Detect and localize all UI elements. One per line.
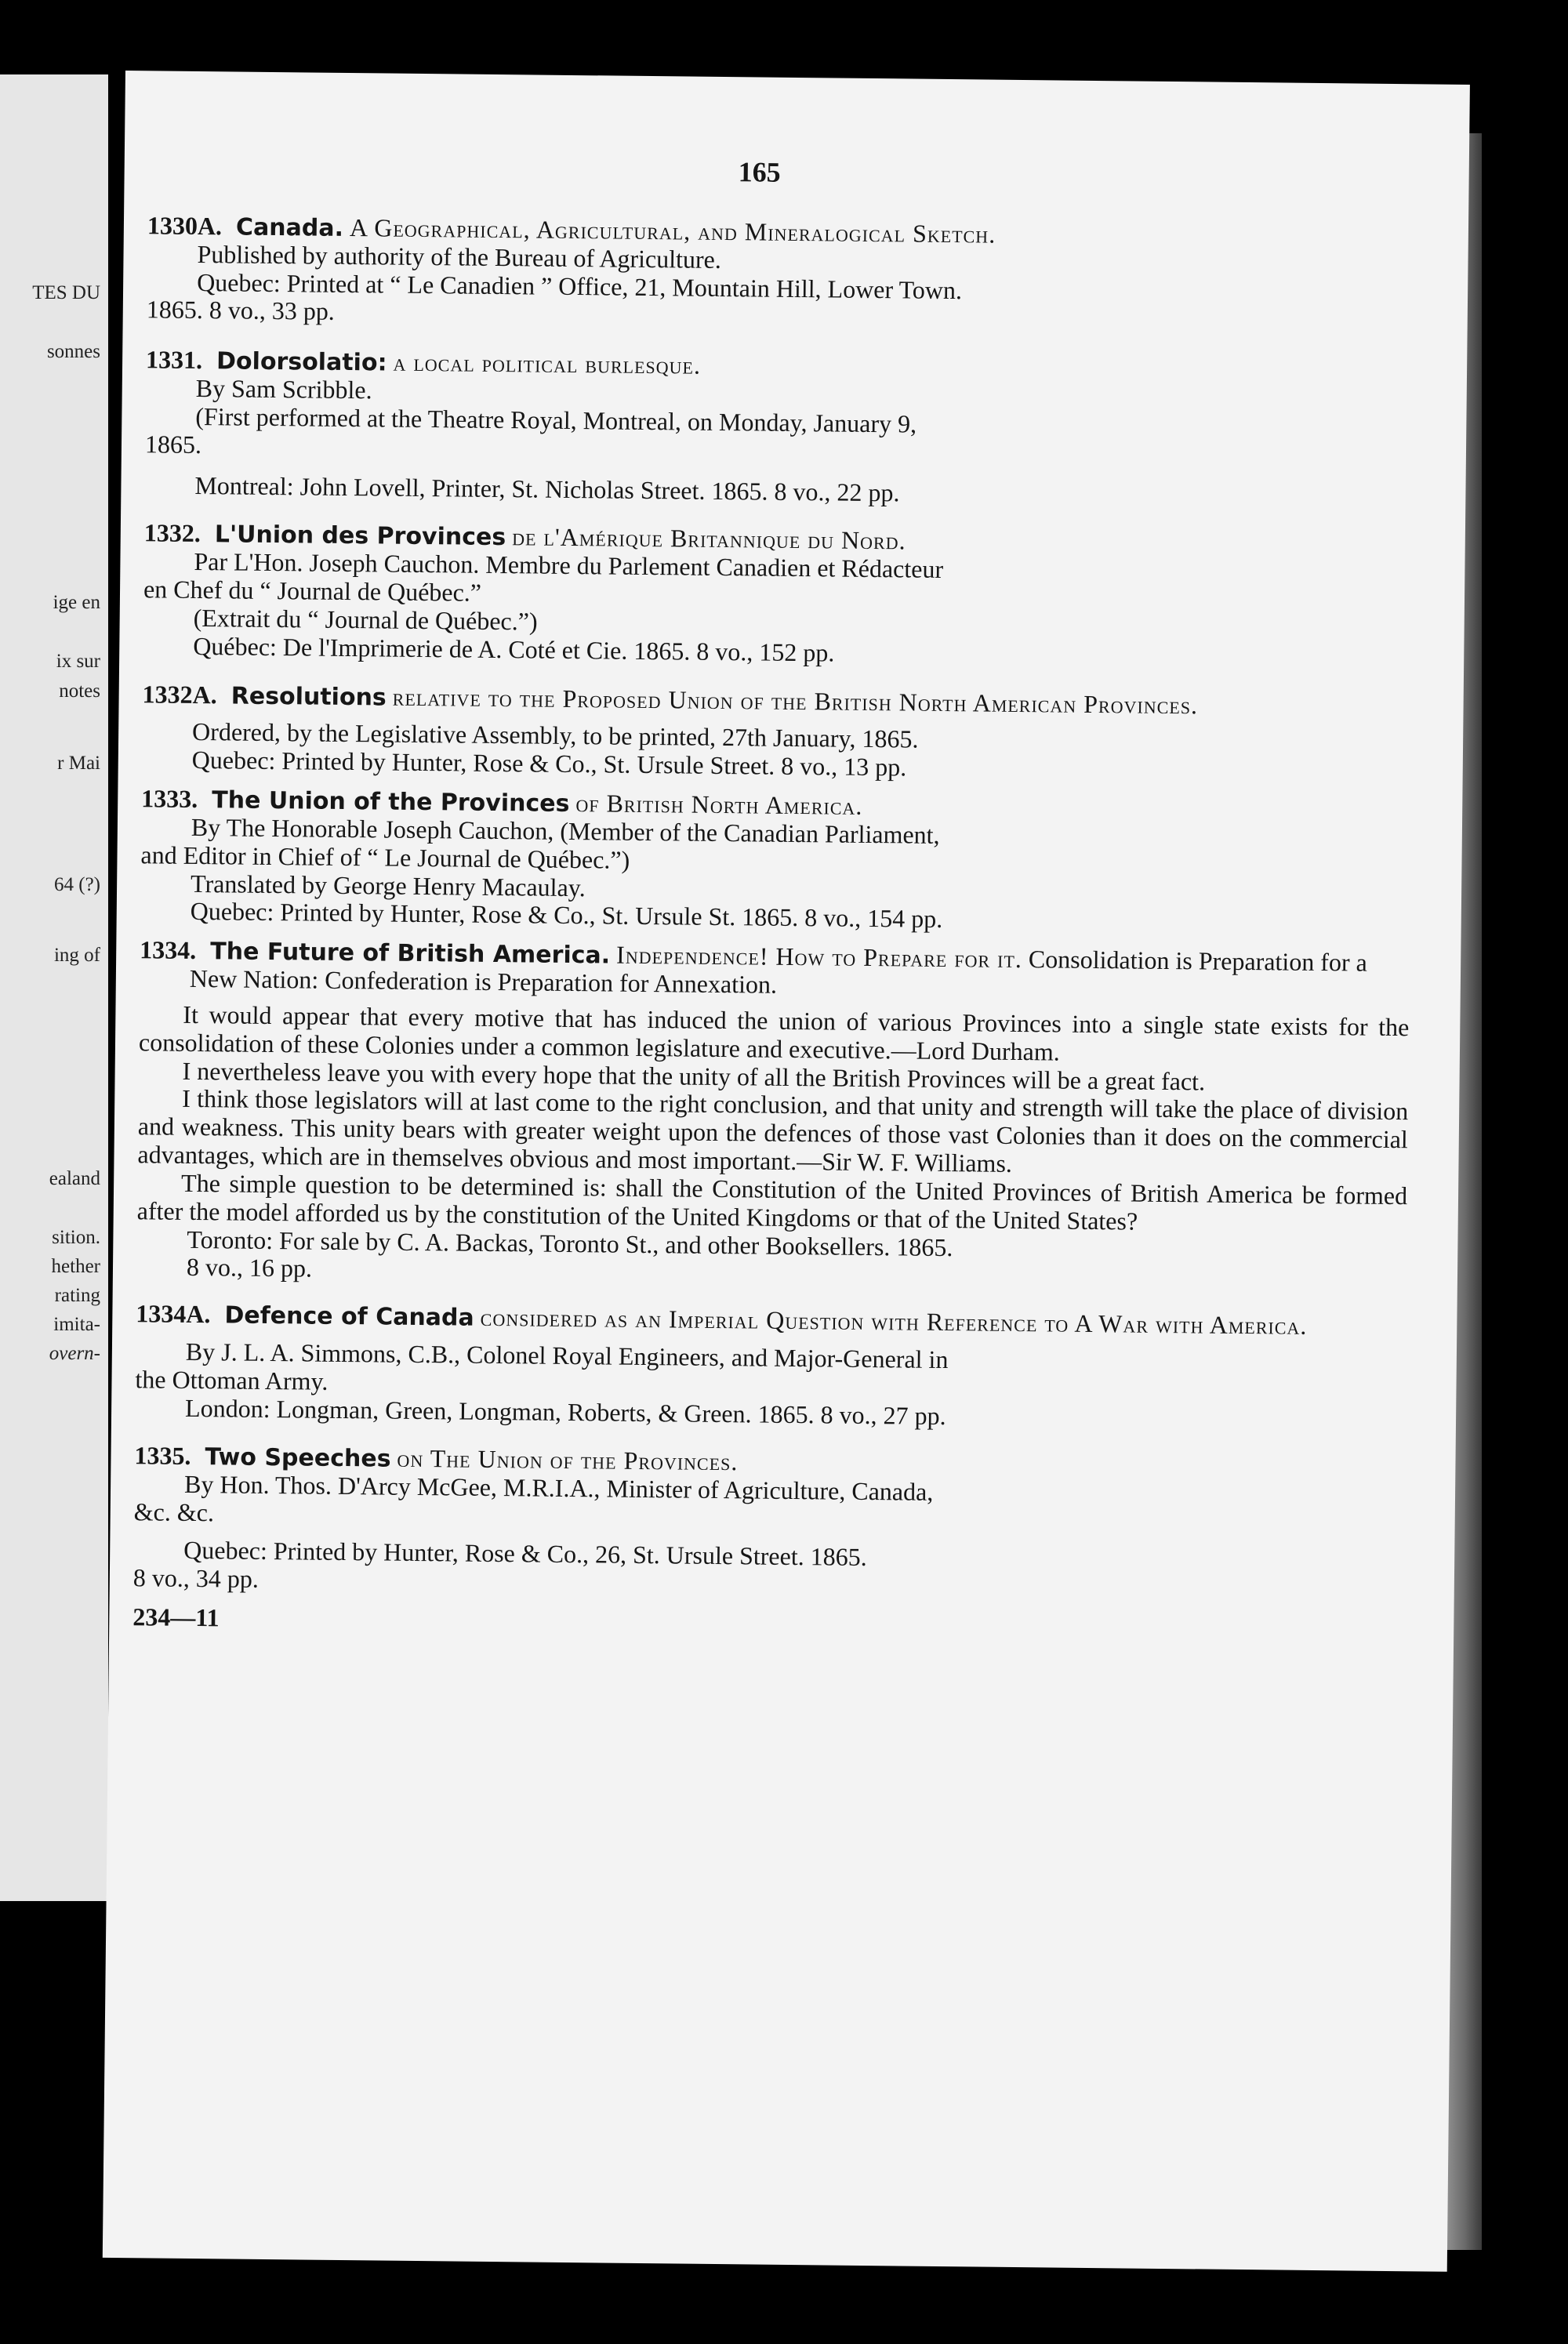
left-fragment: TES DU bbox=[32, 282, 100, 303]
quotation: It would appear that every motive that has induced the union of various Provinces into a single state exists for the consolidation of these Colonies under a common legislature and executive.—Lord Durham. bbox=[138, 1000, 1410, 1066]
entry-line: Ordered, by the Legislative Assembly, to be printed, 27th January, 1865. bbox=[191, 717, 919, 754]
entry-title: Defence of Canada bbox=[224, 1301, 474, 1332]
entry-number: 1334A. bbox=[136, 1299, 211, 1329]
entry-line: 1865. bbox=[144, 430, 202, 459]
catalogue-entry bbox=[144, 347, 1416, 513]
entry-number: 1330A. bbox=[147, 211, 223, 241]
left-fragment: sition. bbox=[52, 1227, 100, 1248]
page-number: 165 bbox=[738, 156, 781, 188]
entry-line: Quebec: Printed at “ Le Canadien ” Office, 21, Mountain Hill, Lower Town. bbox=[196, 267, 963, 304]
entry-line: 1865. 8 vo., 33 pp. bbox=[146, 295, 335, 326]
entry-heading bbox=[136, 1300, 1406, 1341]
quotation: I think those legislators will at last come to the right conclusion, and that unity and strength will take the place of division and weakness. This unity bears with greater weight upon the defences of those vast Colonies than it does on the commercial advantages, which are in themselves obvious and most important.—Sir W. F. Williams. bbox=[137, 1084, 1409, 1177]
entry-number: 1335. bbox=[134, 1441, 191, 1471]
entry-line: en Chef du “ Journal de Québec.” bbox=[143, 575, 482, 607]
entry-line: 8 vo., 34 pp. bbox=[132, 1562, 260, 1593]
entry-line: By The Honorable Joseph Cauchon, (Member of the Canadian Parliament, bbox=[191, 812, 940, 849]
left-fragment: rating bbox=[54, 1285, 100, 1306]
entry-number: 1332. bbox=[143, 518, 201, 548]
entry-subtitle: relative to the Proposed Union of the British North American Provinces. bbox=[392, 682, 1199, 719]
entry-subtitle: a local political burlesque. bbox=[393, 347, 702, 380]
entry-title: The Union of the Provinces bbox=[212, 786, 570, 818]
entry-line: (Extrait du “ Journal de Québec.”) bbox=[193, 603, 538, 636]
entry-line: Toronto: For sale by C. A. Backas, Toronto St., and other Booksellers. 1865. bbox=[187, 1225, 953, 1261]
entry-line: Quebec: Printed by Hunter, Rose & Co., St. Ursule Street. 8 vo., 13 pp. bbox=[191, 746, 907, 782]
entry-line: and Editor in Chief of “ Le Journal de Québec.”) bbox=[140, 840, 630, 874]
entry-number: 1331. bbox=[145, 345, 203, 375]
catalogue-entries bbox=[132, 212, 1417, 1644]
left-fragment: imita- bbox=[53, 1314, 100, 1335]
entry-heading-rest: Consolidation is Preparation for a New Nation: Confederation is Preparation for Annexation. bbox=[189, 945, 1368, 999]
entry-line: 8 vo., 16 pp. bbox=[186, 1253, 313, 1283]
entry-line: Par L'Hon. Joseph Cauchon. Membre du Parlement Canadien et Rédacteur bbox=[194, 547, 944, 584]
entry-number: 1333. bbox=[141, 784, 198, 814]
left-fragment: ealand bbox=[49, 1168, 100, 1189]
left-fragment: notes bbox=[59, 680, 100, 702]
left-fragment: r Mai bbox=[57, 753, 100, 774]
entry-subtitle: A Geographical, Agricultural, and Mineralogical Sketch. bbox=[349, 213, 996, 249]
entry-line: London: Longman, Green, Longman, Roberts, & Green. 1865. 8 vo., 27 pp. bbox=[184, 1393, 946, 1430]
left-page-margin bbox=[0, 74, 108, 1901]
entry-line: By Hon. Thos. D'Arcy McGee, M.R.I.A., Minister of Agriculture, Canada, bbox=[183, 1470, 934, 1507]
catalogue-entry bbox=[133, 1442, 1405, 1606]
quotation: The simple question to be determined is: shall the Constitution of the United Provinces of British America be formed after the model afforded us by the constitution of the United Kingdoms or that of the United States? bbox=[136, 1168, 1408, 1235]
left-fragment: overn- bbox=[49, 1343, 100, 1364]
entry-line: &c. &c. bbox=[133, 1497, 215, 1527]
entry-line: (First performed at the Theatre Royal, Montreal, on Monday, January 9, bbox=[195, 401, 917, 438]
entry-title: Canada. bbox=[235, 213, 344, 242]
left-fragment: sonnes bbox=[46, 341, 100, 362]
entry-line: Translated by George Henry Macaulay. bbox=[190, 869, 586, 902]
left-fragment: ing of bbox=[53, 945, 100, 966]
entry-title: Resolutions bbox=[230, 682, 387, 712]
entry-number: 1332A. bbox=[142, 679, 217, 709]
catalogue-entry bbox=[140, 785, 1412, 938]
book-page bbox=[103, 71, 1470, 2272]
entry-line: By Sam Scribble. bbox=[195, 374, 372, 405]
entry-line: Québec: De l'Imprimerie de A. Coté et Cie. 1865. 8 vo., 152 pp. bbox=[193, 631, 835, 667]
entry-title: L'Union des Provinces bbox=[214, 521, 506, 552]
left-fragment: ige en bbox=[53, 592, 100, 613]
entry-subtitle: of British North America. bbox=[575, 789, 863, 820]
entry-line: Quebec: Printed by Hunter, Rose & Co., 26, St. Ursule Street. 1865. bbox=[183, 1535, 867, 1571]
entry-line: Quebec: Printed by Hunter, Rose & Co., St. Ursule St. 1865. 8 vo., 154 pp. bbox=[190, 897, 943, 934]
catalogue-entry bbox=[136, 936, 1410, 1294]
entry-title: Dolorsolatio: bbox=[216, 347, 387, 377]
entry-line: By J. L. A. Simmons, C.B., Colonel Royal Engineers, and Major-General in bbox=[185, 1337, 949, 1374]
catalogue-entry bbox=[143, 520, 1414, 673]
entry-subtitle: considered as an Imperial Question with Reference to A War with America. bbox=[480, 1302, 1308, 1341]
catalogue-entry bbox=[135, 1300, 1406, 1435]
entry-title: Two Speeches bbox=[205, 1443, 391, 1474]
entry-line: the Ottoman Army. bbox=[135, 1365, 328, 1395]
catalogue-entry bbox=[147, 212, 1417, 337]
entry-subtitle: Independence! How to Prepare for it. bbox=[615, 940, 1023, 974]
entry-line: Published by authority of the Bureau of Agriculture. bbox=[197, 239, 722, 274]
entry-subtitle: de l'Amérique Britannique du Nord. bbox=[512, 522, 906, 555]
entry-line: Montreal: John Lovell, Printer, St. Nicholas Street. 1865. 8 vo., 22 pp. bbox=[194, 470, 900, 506]
entry-heading bbox=[140, 936, 1410, 1006]
entry-title: The Future of British America. bbox=[210, 938, 611, 970]
left-fragment: hether bbox=[51, 1256, 100, 1277]
entry-number: 1334. bbox=[140, 935, 197, 965]
entry-heading bbox=[142, 680, 1412, 722]
quotation: I nevertheless leave you with every hope that the unity of all the British Provinces will be a great fact. bbox=[182, 1056, 1206, 1096]
signature-mark: 234—11 bbox=[132, 1602, 220, 1631]
left-fragment: 64 (?) bbox=[54, 874, 100, 895]
entry-subtitle: on The Union of the Provinces. bbox=[397, 1444, 739, 1476]
catalogue-entry bbox=[142, 680, 1413, 787]
left-fragment: ix sur bbox=[56, 651, 100, 672]
